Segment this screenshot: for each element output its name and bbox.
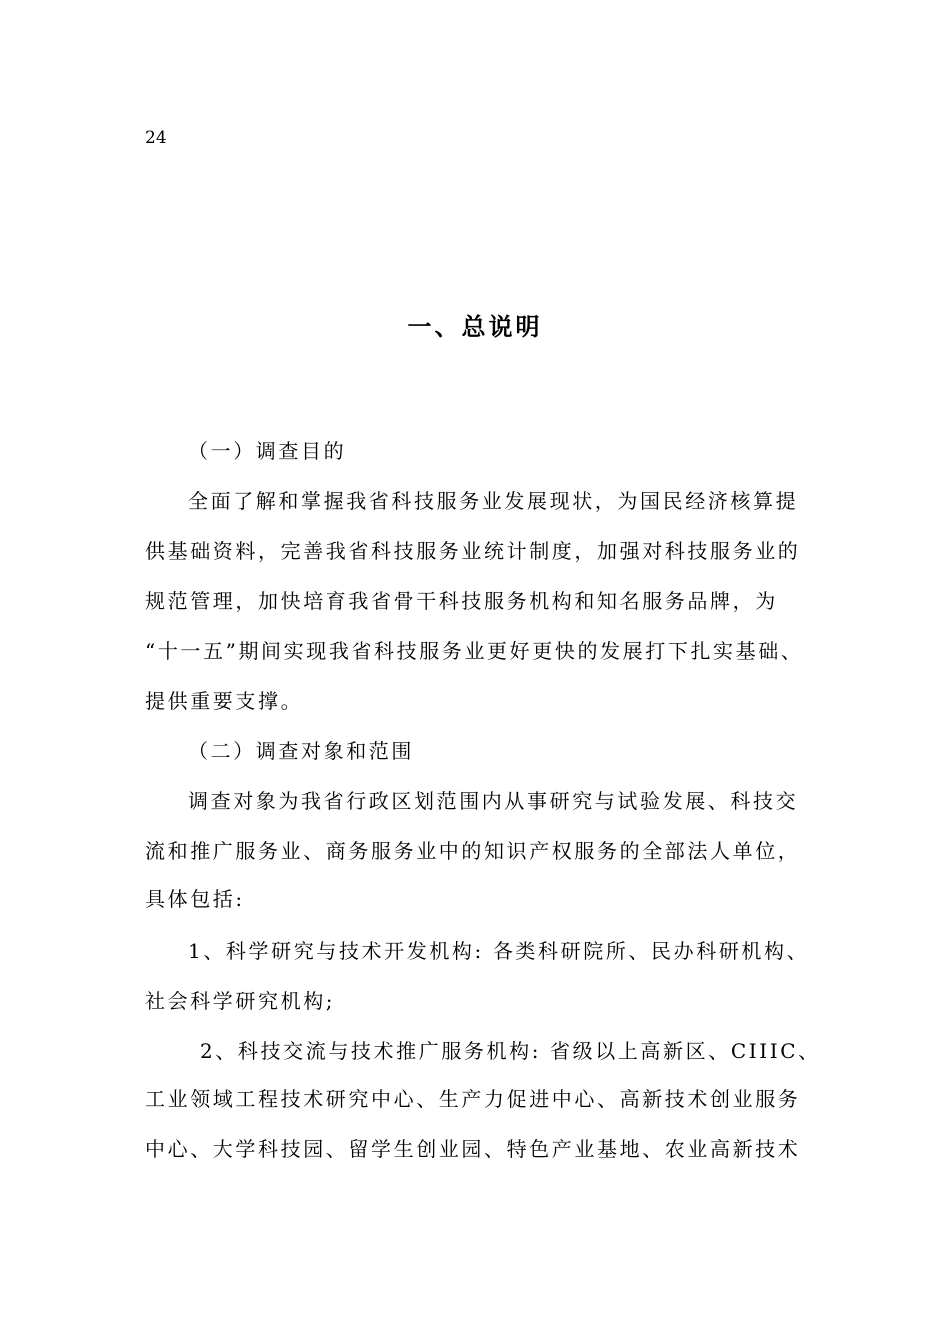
subheading-purpose: （一）调查目的 bbox=[188, 439, 347, 463]
paragraph-line: 具体包括: bbox=[145, 887, 245, 911]
list-item-line: 1、科学研究与技术开发机构: 各类科研院所、民办科研机构、 bbox=[188, 939, 810, 963]
section-title: 一、总说明 bbox=[407, 312, 543, 341]
paragraph-line: 供基础资料，完善我省科技服务业统计制度，加强对科技服务业的 bbox=[145, 539, 801, 563]
paragraph-line: 调查对象为我省行政区划范围内从事研究与试验发展、科技交 bbox=[188, 789, 799, 813]
paragraph-line: “十一五”期间实现我省科技服务业更好更快的发展打下扎实基础、 bbox=[145, 639, 804, 663]
list-item-line: 中心、大学科技园、留学生创业园、特色产业基地、农业高新技术 bbox=[145, 1137, 801, 1161]
page-number: 24 bbox=[145, 128, 167, 148]
list-item-line: 2、科技交流与技术推广服务机构: 省级以上高新区、CIIIC、 bbox=[200, 1039, 821, 1063]
subheading-scope: （二）调查对象和范围 bbox=[188, 739, 414, 763]
paragraph-line: 全面了解和掌握我省科技服务业发展现状，为国民经济核算提 bbox=[188, 489, 799, 513]
paragraph-line: 规范管理，加快培育我省骨干科技服务机构和知名服务品牌，为 bbox=[145, 589, 778, 613]
paragraph-line: 流和推广服务业、商务服务业中的知识产权服务的全部法人单位， bbox=[145, 839, 801, 863]
list-item-line: 社会科学研究机构; bbox=[145, 989, 336, 1013]
list-item-line: 工业领域工程技术研究中心、生产力促进中心、高新技术创业服务 bbox=[145, 1087, 801, 1111]
paragraph-line: 提供重要支撑。 bbox=[145, 689, 304, 713]
